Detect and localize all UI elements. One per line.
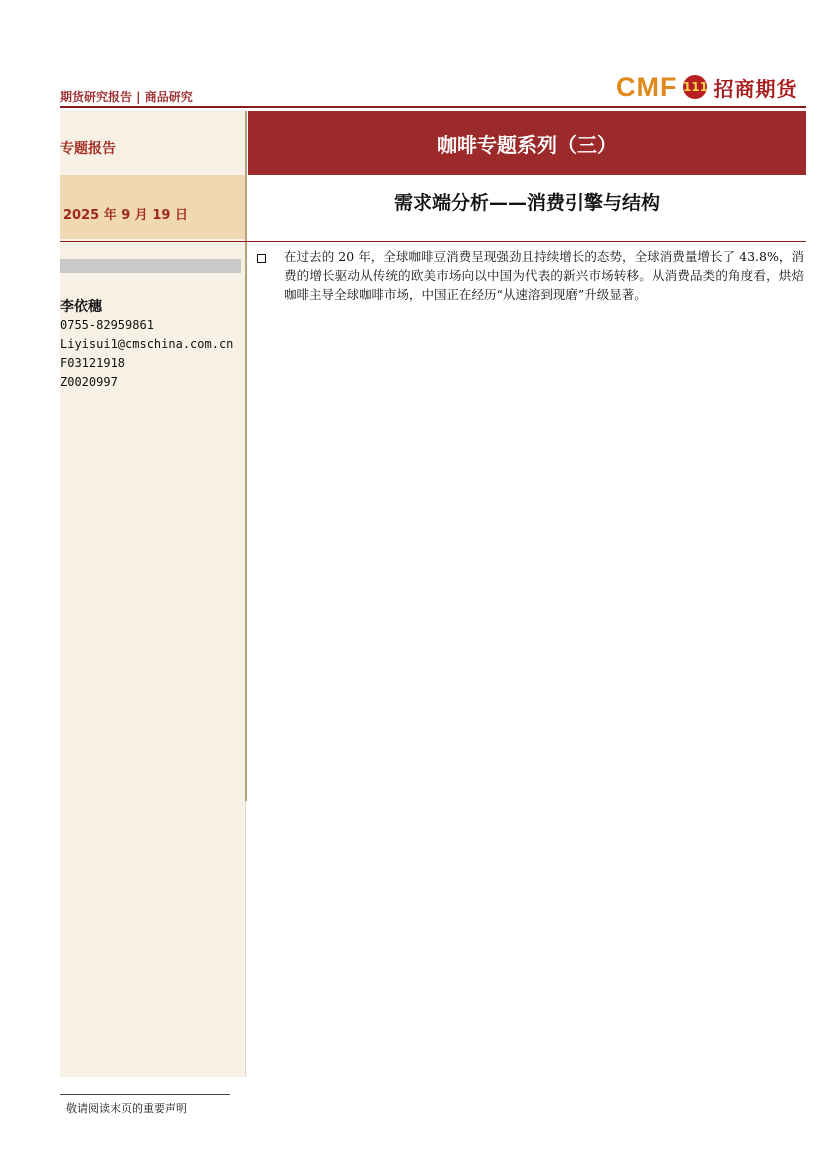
title-divider [60, 241, 806, 242]
footer-disclaimer: 敬请阅读末页的重要声明 [66, 1102, 187, 1115]
report-series-title: 咖啡专题系列（三） [437, 132, 617, 157]
logo-cmf-text: CMF [616, 71, 678, 102]
logo-company-name: 招商期货 [713, 76, 798, 101]
author-email[interactable]: Liyisui1@cmschina.com.cn [60, 337, 234, 351]
author-name: 李依穗 [60, 299, 102, 315]
author-license-futures: F03121918 [60, 356, 126, 370]
header-divider [60, 106, 806, 108]
footer-divider [60, 1094, 230, 1095]
summary-paragraph: 在过去的 20 年，全球咖啡豆消费呈现强劲且持续增长的态势，全球消费量增长了 43.8%，消费的增长驱动从传统的欧美市场向以中国为代表的新兴市场转移。从消费品类的角度看，烘焙咖啡主导全球咖啡市场，中国正在经历“从速溶到现磨”升级显著。 [284, 249, 804, 302]
logo-badge-icon: 111 [683, 75, 707, 99]
analyst-section-bar [60, 259, 241, 273]
left-sidebar [60, 111, 245, 1077]
company-logo [616, 72, 797, 102]
header-category: 期货研究报告 | 商品研究 [60, 90, 193, 104]
author-license-advisory: Z0020997 [60, 375, 118, 389]
title-banner [248, 111, 806, 175]
report-type-label: 专题报告 [60, 141, 116, 157]
sidebar-divider [245, 111, 247, 801]
report-subtitle: 需求端分析——消费引擎与结构 [393, 192, 660, 214]
author-phone: 0755-82959861 [60, 318, 154, 332]
sidebar-divider-faint [245, 801, 246, 1077]
bullet-square-icon [257, 254, 266, 263]
report-date: 2025 年 9 月 19 日 [63, 208, 188, 223]
